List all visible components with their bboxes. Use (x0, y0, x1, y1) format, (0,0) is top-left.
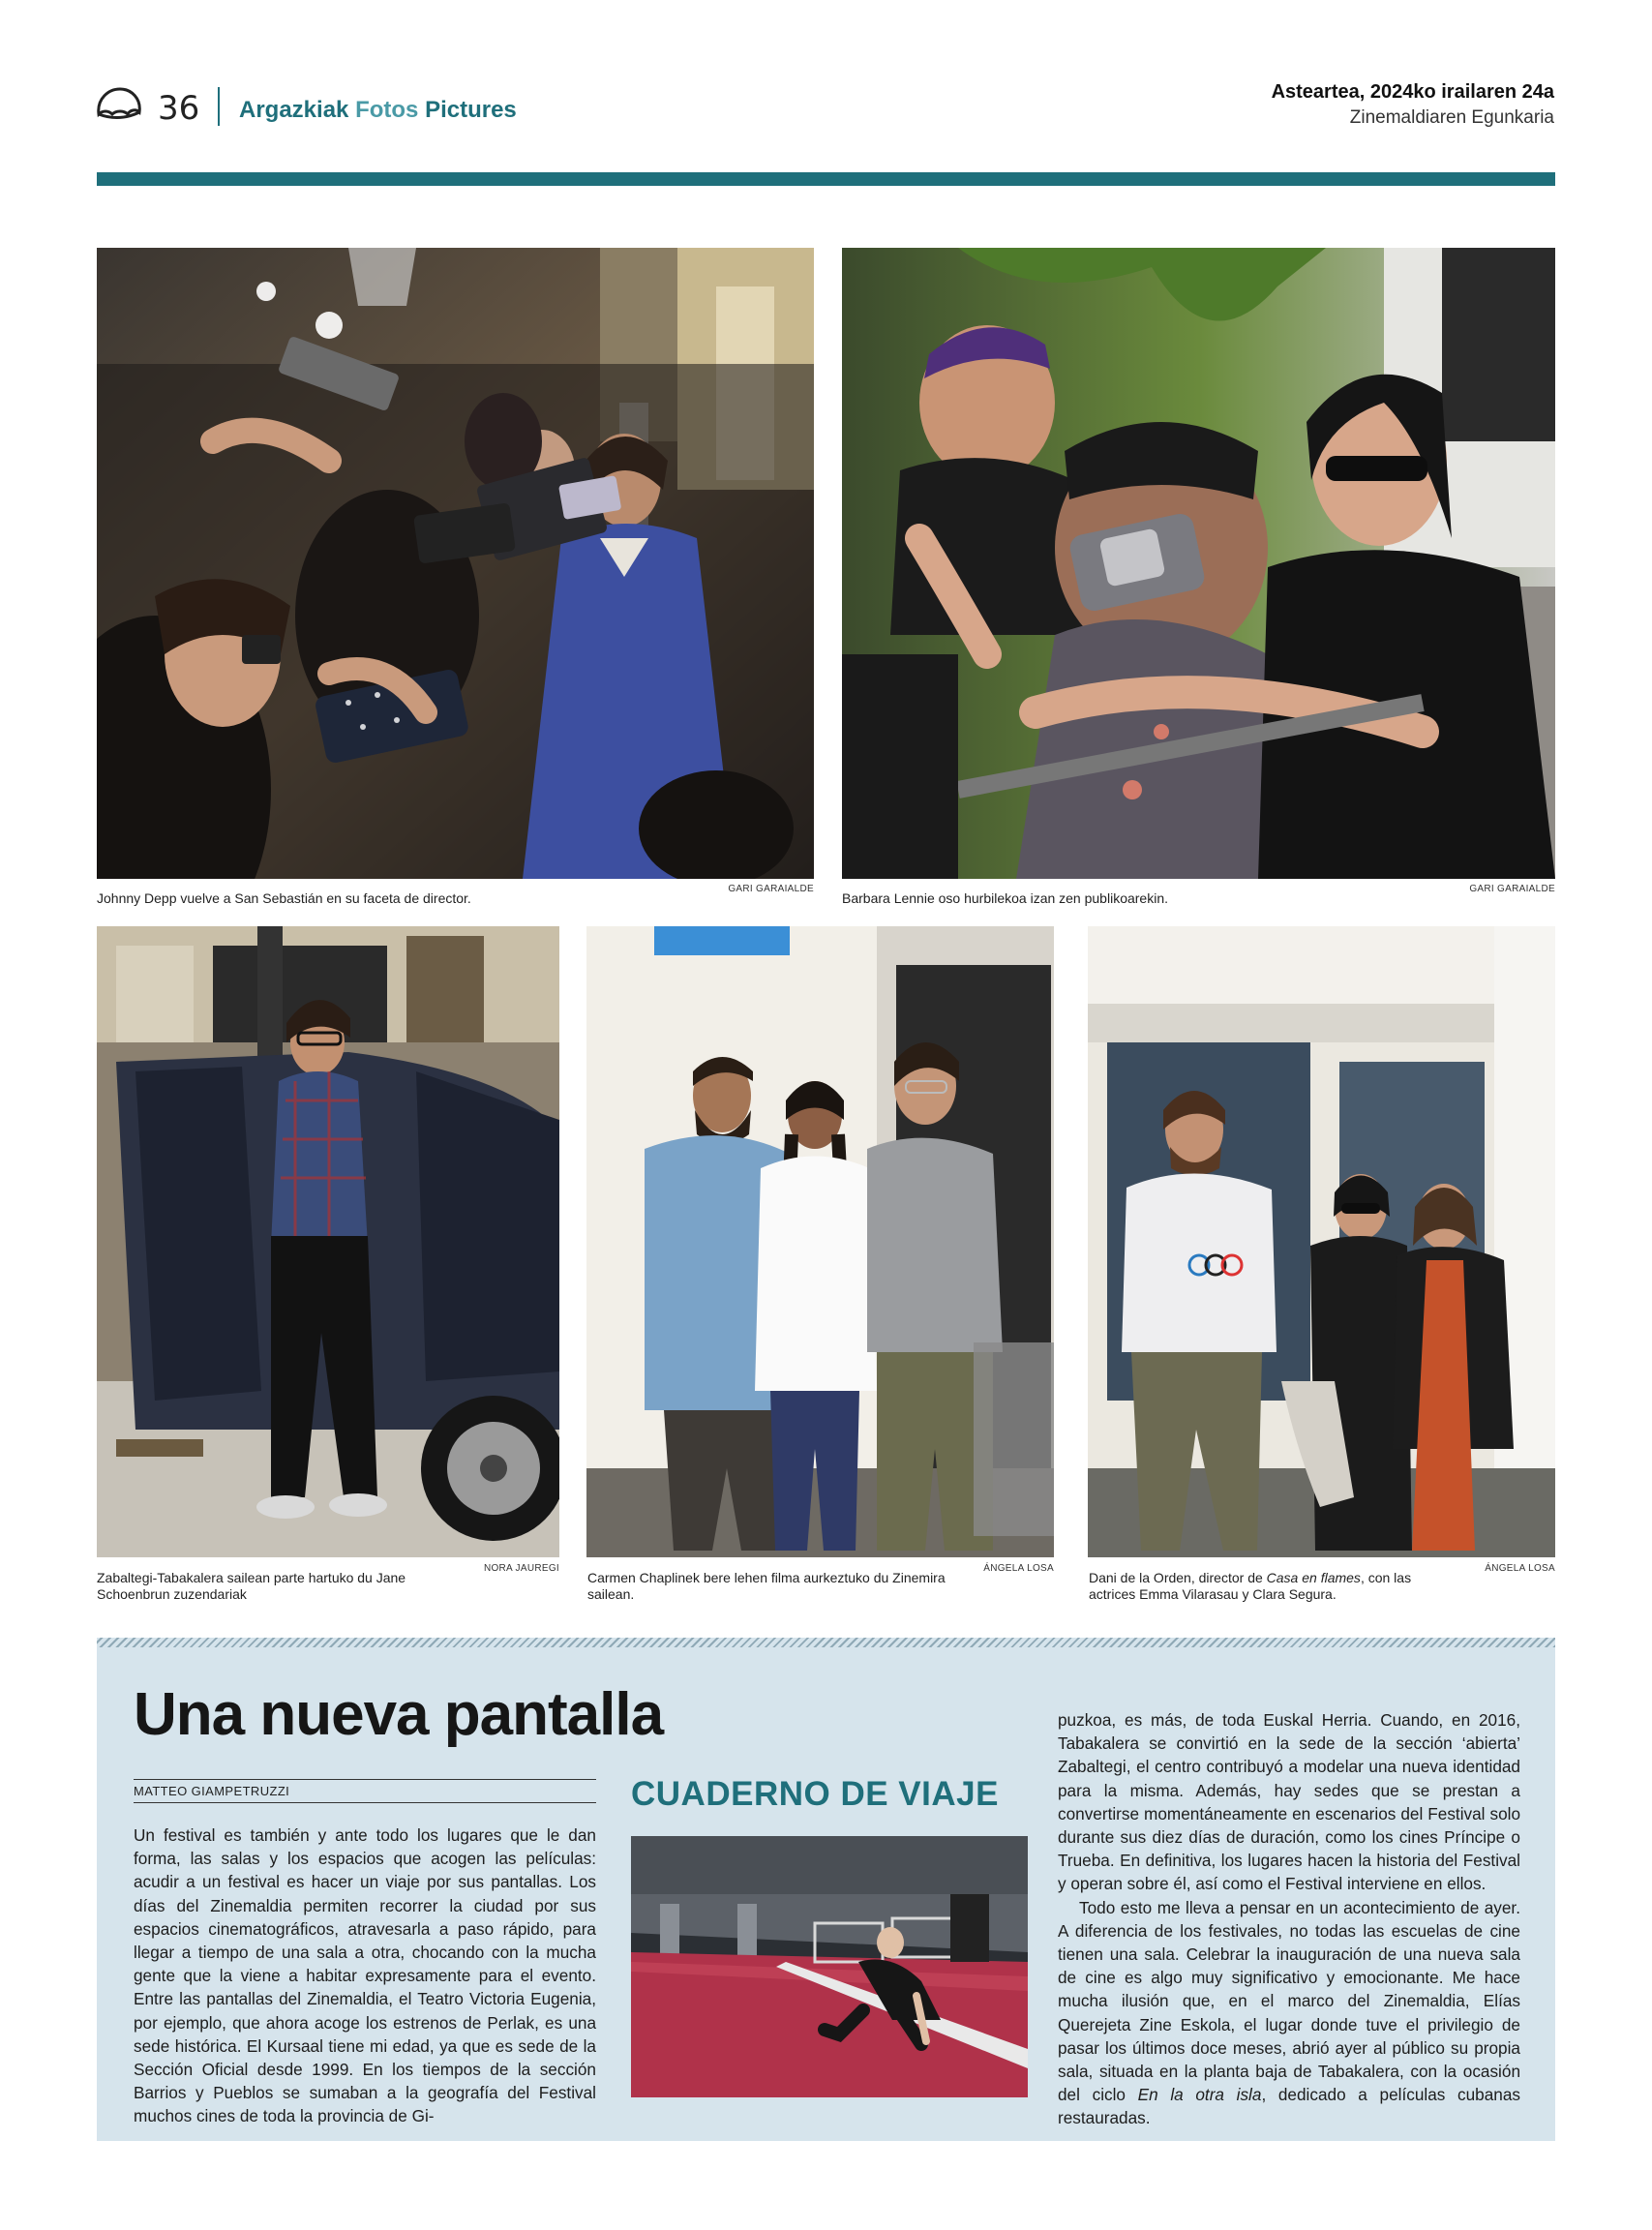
photo-jane-schoenbrun (97, 926, 559, 1557)
article-paragraph: puzkoa, es más, de toda Euskal Herria. Cuando, en 2016, Tabakalera se convirtió en la sede de la sección ‘abierta’ Zabaltegi, el centro contribuyó a modelar una nueva identidad para la misma. Además, hay sedes que se prestan a convertirse momentáneamente en escenarios del Festival solo durante sus diez días de duración, como los cines Príncipe o Trueba. En definitiva, los lugares hacen la historia del Festival y operan sobre él, así como el Festival interviene en ellos. (1058, 1710, 1520, 1894)
photo-dani-de-la-orden (1088, 926, 1555, 1557)
box-title: CUADERNO DE VIAJE (631, 1775, 999, 1813)
article-column-3 (1058, 1708, 1520, 2130)
photo-caption: Barbara Lennie oso hurbilekoa izan zen publikoarekin. (842, 890, 1168, 906)
author-rule (134, 1802, 596, 1803)
page-number: 36 (158, 89, 200, 128)
photo-credit: NORA JAUREGI (483, 1563, 559, 1574)
caption-text: Dani de la Orden, director de (1089, 1570, 1267, 1585)
article-author: MATTEO GIAMPETRUZZI (134, 1784, 290, 1798)
header-divider (218, 87, 220, 126)
article-paragraph (1058, 1896, 1520, 2130)
paragraph-text: , dedicado a películas cubanas restauradas. (1058, 2085, 1520, 2128)
photo-barbara-lennie (842, 248, 1555, 879)
film-cycle-title: En la otra isla (1137, 2085, 1262, 2105)
section-title-en: Pictures (425, 97, 517, 123)
photo-johnny-depp (97, 248, 814, 879)
film-title: Casa en flames (1266, 1570, 1361, 1585)
photo-caption (1089, 1570, 1457, 1603)
photo-credit: GARI GARAIALDE (1469, 884, 1555, 894)
section-title (239, 97, 517, 124)
shell-icon (95, 85, 143, 124)
article-title: Una nueva pantalla (134, 1681, 664, 1748)
article-box-hatch (97, 1638, 1555, 1647)
article-paragraph: Un festival es también y ante todo los lugares que le dan forma, las salas y los espacios que acogen las películas: acudir a un festival es hacer un viaje por sus pantallas. Los días del Zinemaldia permiten recorrer la ciudad por sus espacios cinematográficos, atravesarla a paso rápido, para llegar a tiempo de una sala a otra, chocando con la mucha gente que la viene a habitar expresamente para el evento. Entre las pantallas del Zinemaldia, el Teatro Victoria Eugenia, por ejemplo, que ahora acoge los estrenos de Perlak, es una sede histórica. El Kursaal tiene mi edad, ya que es sede de la Sección Oficial desde 1999. En los tiempos de la sección Barrios y Pueblos se sumaban a la geografía del Festival muchos cines de toda la provincia de Gi- (134, 1825, 596, 2126)
photo-caption: Zabaltegi-Tabakalera sailean parte hartuko du Jane Schoenbrun zuzendariak (97, 1570, 406, 1602)
photo-credit: ÁNGELA LOSA (1485, 1563, 1555, 1574)
photo-red-carpet (631, 1836, 1028, 2097)
header-info (1272, 81, 1554, 129)
section-title-eu: Argazkiak (239, 97, 349, 123)
photo-credit: ÁNGELA LOSA (983, 1563, 1054, 1574)
issue-date: Asteartea, 2024ko irailaren 24a (1271, 81, 1554, 103)
publication-name: Zinemaldiaren Egunkaria (1349, 107, 1554, 128)
section-title-es: Fotos (355, 97, 419, 123)
paragraph-text: Todo esto me lleva a pensar en un acontecimiento de ayer. A diferencia de los festivales, no todas las escuelas de cine tienen una sala. Celebrar la inauguración de una nueva sala de cine es algo muy significativo y emocionante. Me hace mucha ilusión que, en el marco del Zinemaldia, Elías Querejeta Zine Eskola, el lugar donde tuve el privilegio de pasar los últimos doce meses, abrió ayer al público su propia sala, situada en la planta baja de Tabakalera, con la ocasión del ciclo (1058, 1897, 1520, 2105)
author-rule (134, 1779, 596, 1780)
photo-caption: Carmen Chaplinek bere lehen filma aurkeztuko du Zinemira sailean. (587, 1570, 946, 1602)
photo-credit: GARI GARAIALDE (728, 884, 814, 894)
header-rule (97, 172, 1555, 186)
caption-text: , con las actrices Emma Vilarasau y Clara Segura. (1089, 1570, 1412, 1602)
photo-caption: Johnny Depp vuelve a San Sebastián en su faceta de director. (97, 890, 471, 906)
article-column-1 (134, 1823, 596, 2128)
photo-carmen-chaplin (586, 926, 1054, 1557)
